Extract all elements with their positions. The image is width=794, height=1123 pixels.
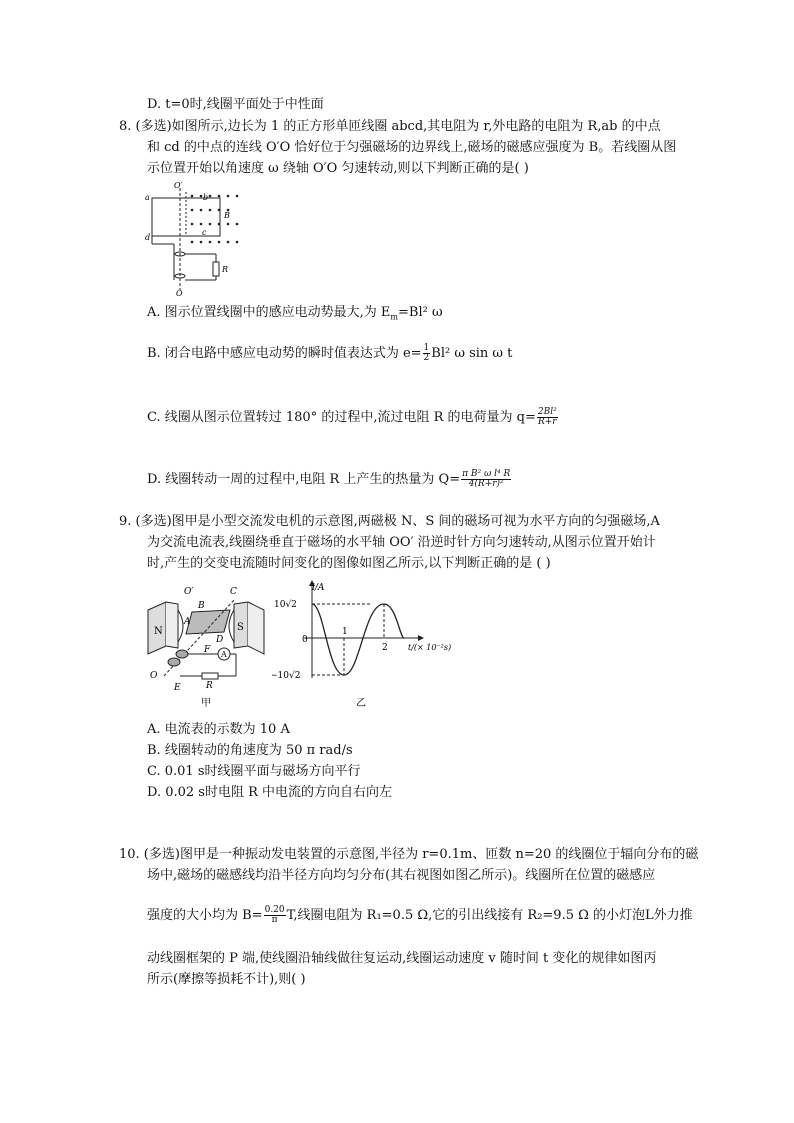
q8-option-a: A. 图示位置线圈中的感应电动势最大,为 $E_m=Bl^2$ ω (147, 305, 443, 322)
q8-stem-line-3: 示位置开始以角速度 ω 绕轴 O′O 匀速转动,则以下判断正确的是( ) (147, 161, 529, 176)
x-tick-1: 1 (342, 627, 348, 637)
label-s: S (237, 622, 244, 633)
label-b: B (198, 601, 205, 611)
q9-option-d: D. 0.02 s时电阻 R 中电流的方向自右向左 (147, 785, 393, 800)
caption-yi: 乙 (356, 698, 366, 709)
q8-option-d: D. 线圈转动一周的过程中,电阻 R 上产生的热量为 Q= $\frac{\text{π B² ω l⁴ R}}{\text{4(R+r)²}}$ (147, 469, 511, 489)
label-o: O (150, 671, 158, 681)
label-o: O (176, 289, 183, 298)
label-d: D (216, 635, 224, 645)
label-o-prime: O′ (174, 181, 183, 190)
origin-label: 0 (302, 635, 308, 645)
label-c: C (230, 587, 237, 597)
q8-stem-line-2: 和 cd 的中点的连线 O′O 恰好位于匀强磁场的边界线上,磁场的磁感应强度为 B。若线圈从图 (147, 140, 677, 155)
label-f: F (204, 645, 211, 655)
q8-stem-line-1: 8. (多选)如图所示,边长为 1 的正方形单匝线圈 abcd,其电阻为 r,外电路的电阻为 R,ab 的中点 (119, 119, 661, 134)
label-a: A (184, 617, 191, 627)
q9-stem-line-2: 为交流电流表,线圈绕垂直于磁场的水平轴 OO′ 沿逆时针方向匀速转动,从图示位置开始计 (147, 535, 656, 550)
label-c: c (202, 228, 207, 237)
label-o-prime: O′ (184, 587, 194, 597)
label-b: b (203, 193, 209, 202)
caption-jia: 甲 (201, 698, 211, 709)
x-tick-2: 2 (382, 643, 388, 653)
q9-option-b: B. 线圈转动的角速度为 50 π rad/s (147, 743, 353, 758)
y-tick-max: 10√2 (274, 600, 297, 610)
q9-generator-figure (144, 580, 269, 710)
q8-coil-figure (140, 180, 250, 300)
label-d: d (145, 233, 151, 242)
q8-option-b: B. 闭合电路中感应电动势的瞬时值表达式为 e= $\frac{1}{2}$ Bl² ω sin ω t (147, 343, 513, 363)
label-r: R (206, 681, 213, 691)
label-a: a (145, 193, 150, 202)
q10-stem-line-1: 10. (多选)图甲是一种振动发电装置的示意图,半径为 r=0.1m、匝数 n=20 的线圈位于辐向分布的磁 (119, 847, 699, 862)
label-ammeter: A (221, 650, 227, 659)
q7-option-d: D. t=0时,线圈平面处于中性面 (147, 97, 324, 112)
current-curve (312, 604, 404, 675)
q10-stem-line-5: 所示(摩擦等损耗不计),则( ) (147, 972, 306, 987)
q9-option-c: C. 0.01 s时线圈平面与磁场方向平行 (147, 764, 361, 779)
label-b-field: B (224, 211, 230, 220)
q10-stem-line-4: 动线圈框架的 P 端,使线圈沿轴线做往复运动,线圈运动速度 v 随时间 t 变化的规律如图丙 (147, 951, 657, 966)
q9-option-a: A. 电流表的示数为 10 A (147, 722, 290, 737)
label-r: R (222, 265, 229, 274)
label-n: N (154, 626, 163, 637)
q8-option-c: C. 线圈从图示位置转过 180° 的过程中,流过电阻 R 的电荷量为 q= $\frac{\text{2Bl²}}{R+r}$ (147, 407, 557, 427)
x-axis-label: t/(× 10⁻²s) (408, 643, 452, 652)
y-axis-label: i/A (312, 583, 325, 593)
q9-current-graph (272, 578, 487, 710)
q10-stem-line-2: 场中,磁场的磁感线均沿半径方向均匀分布(其右视图如图乙所示)。线圈所在位置的磁感应 (147, 868, 656, 883)
q9-stem-line-1: 9. (多选)图甲是小型交流发电机的示意图,两磁极 N、S 间的磁场可视为水平方向的匀强磁场,A (119, 514, 660, 529)
y-tick-min: −10√2 (272, 671, 301, 681)
label-e: E (174, 683, 181, 693)
q9-stem-line-3: 时,产生的交变电流随时间变化的图像如图乙所示,以下判断正确的是 ( ) (147, 556, 551, 571)
q10-stem-line-3: 强度的大小均为 B= $\frac{0.20}{\pi}$ T,线圈电阻为 R₁=0.5 Ω,它的引出线接有 R₂=9.5 Ω 的小灯泡L外力推 (147, 905, 693, 925)
